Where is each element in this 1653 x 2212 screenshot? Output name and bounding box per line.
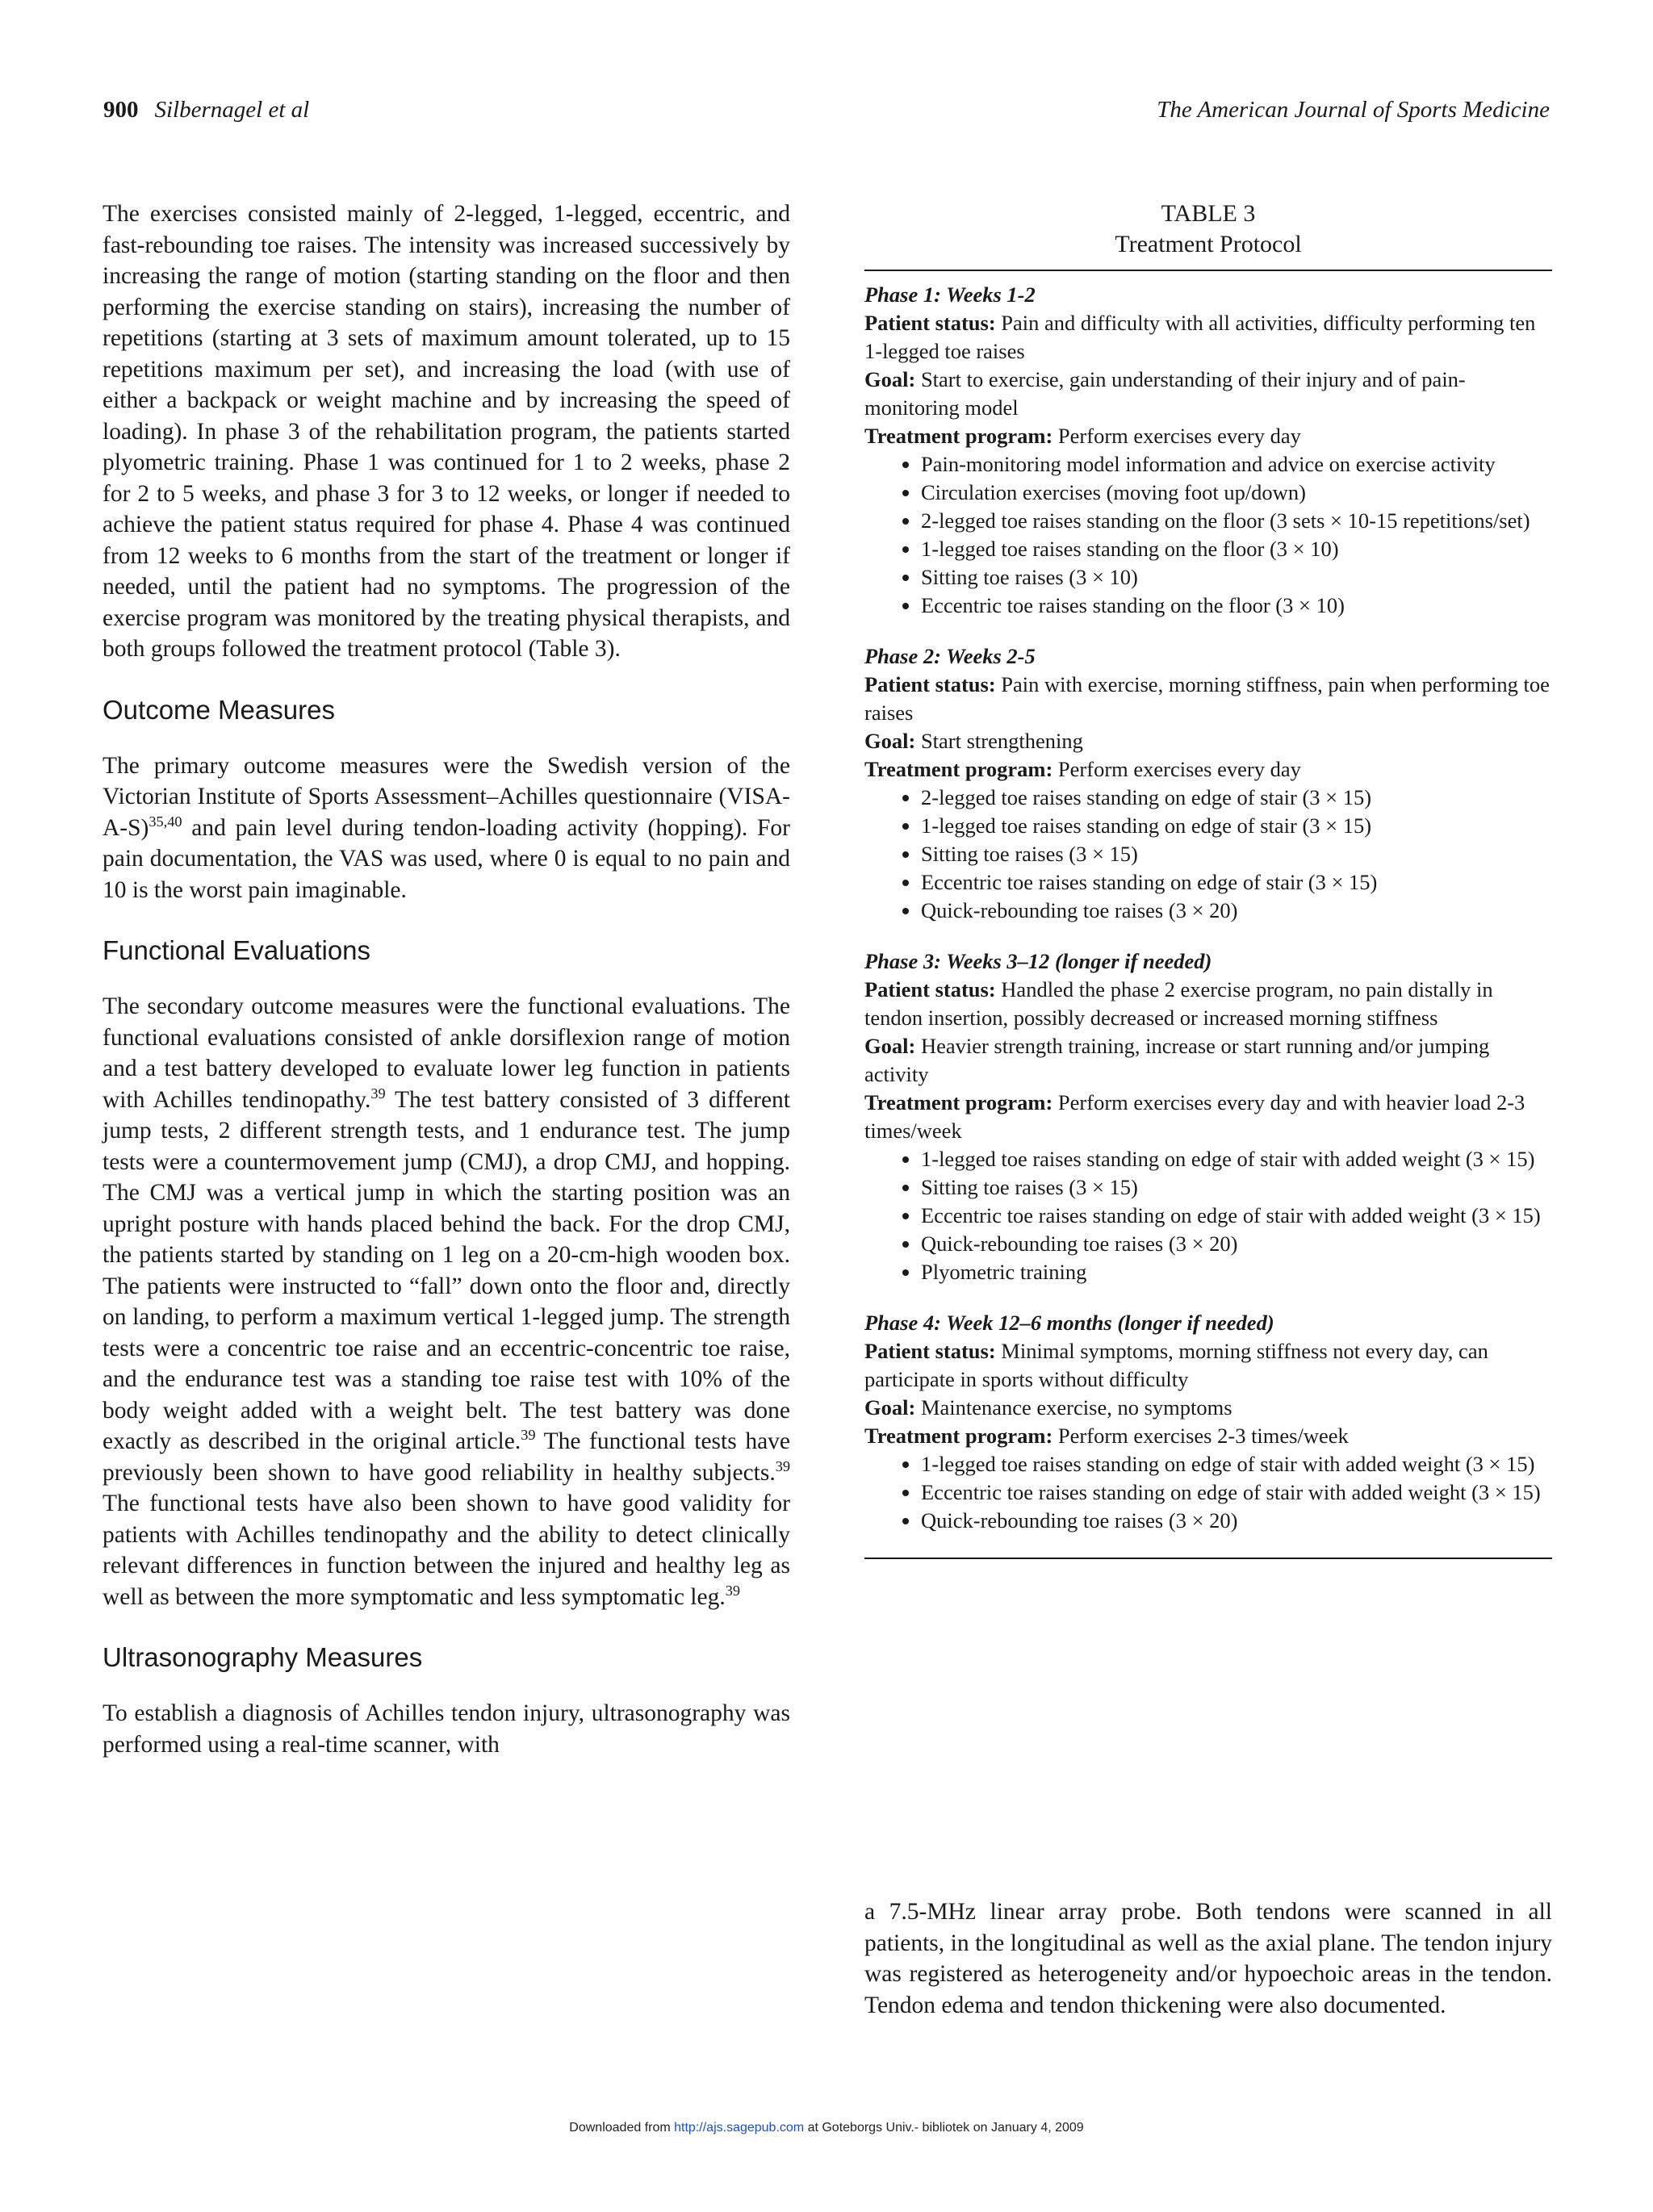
heading-outcome-measures: Outcome Measures [103,694,335,725]
list-item: • 1-legged toe raises standing on edge of stair with added weight (3 × 15) [921,1145,1552,1173]
list-item: • Eccentric toe raises standing on edge of stair with added weight (3 × 15) [921,1202,1552,1230]
header-left [103,97,309,123]
list-item: • Quick-rebounding toe raises (3 × 20) [921,1507,1552,1535]
citation-ref: 39 [521,1427,536,1444]
table-3 [864,199,1552,1559]
exercise-paragraph: The exercises consisted mainly of 2-legged, 1-legged, eccentric, and fast-rebounding toe raises. The intensity was increased successively by increasing the range of motion (starting standing on the floor and then performing the exercise standing on stairs), increasing the number of repetitions (starting at 3 sets of maximum amount tolerated, up to 15 repetitions maximum per set), and increasing the load (with use of either a backpack or weight machine and by increasing the speed of loading). In phase 3 of the rehabilitation program, the patients started plyometric training. Phase 1 was continued for 1 to 2 weeks, phase 2 for 2 to 5 weeks, and phase 3 for 3 to 12 weeks, or longer if needed to achieve the patient status required for phase 4. Phase 4 was continued from 12 weeks to 6 months from the start of the treatment or longer if needed, until the patient had no symptoms. The progression of the exercise program was monitored by the treating physical therapists, and both groups followed the treatment protocol (Table 3). [103,201,790,662]
list-item: • Eccentric toe raises standing on the floor (3 × 10) [921,592,1552,620]
citation-ref: 39 [370,1085,386,1102]
list-item: • Sitting toe raises (3 × 10) [921,563,1552,592]
patient-status: Patient status: Minimal symptoms, morning stiffness not every day, can participate in sports without difficulty [864,1339,1488,1391]
citation-ref: 35,40 [149,813,182,830]
treatment-program: Treatment program: Perform exercises every day [864,424,1301,448]
phase-1 [864,281,1552,620]
functional-paragraph: The secondary outcome measures were the functional evaluations. The functional evaluations consisted of ankle dorsiflexion range of motion and a test battery developed to evaluate lower leg function in patients with Achilles tendinopathy.$^{39}$ The test battery consisted of 3 different jump tests, 2 different strength tests, and 1 endurance test. The jump tests were a countermovement jump (CMJ), a drop CMJ, and hopping. The CMJ was a vertical jump in which the starting position was an upright posture with hands placed behind the back. For the drop CMJ, the patients started by standing on 1 leg on a 20-cm-high wooden box. The patients were instructed to “fall” down onto the floor and, directly on landing, to perform a maximum vertical 1-legged jump. The strength tests were a concentric toe raise and an eccentric-concentric toe raise, and the endurance test was a standing toe raise test with 10% of the body weight added with a weight belt. The test battery was done exactly as described in the original article.$^{39}$ The functional tests have previously been shown to have good reliability in healthy subjects.$^{39}$ The functional tests have also been shown to have good validity for patients with Achilles tendinopathy and the ability to detect clinically relevant differences in function between the injured and healthy leg as well as between the more symptomatic and less symptomatic leg.$^{39}$ [103,993,791,1610]
citation-ref: 39 [725,1582,741,1599]
citation-ref: 39 [775,1457,790,1474]
phase-title: Phase 3: Weeks 3–12 (longer if needed) [864,949,1212,973]
list-item: • Quick-rebounding toe raises (3 × 20) [921,1230,1552,1258]
list-item: • 1-legged toe raises standing on the floor (3 × 10) [921,535,1552,563]
list-item: • 1-legged toe raises standing on edge of stair (3 × 15) [921,812,1552,840]
phase-title: Phase 4: Week 12–6 months (longer if needed) [864,1311,1274,1335]
journal-title: The American Journal of Sports Medicine [1157,97,1550,123]
list-item: • Circulation exercises (moving foot up/down) [921,479,1552,507]
exercise-list [864,1145,1552,1286]
list-item: • 2-legged toe raises standing on edge of stair (3 × 15) [921,784,1552,812]
download-footer: Downloaded from http://ajs.sagepub.com at Goteborgs Univ.- bibliotek on January 4, 2009 [569,2121,1084,2135]
goal: Goal: Maintenance exercise, no symptoms [864,1395,1232,1420]
patient-status: Patient status: Pain and difficulty with all activities, difficulty performing ten 1-legged toe raises [864,311,1536,363]
table-label: TABLE 3 [1161,200,1256,227]
phase-title: Phase 1: Weeks 1-2 [864,282,1036,307]
list-item: • Sitting toe raises (3 × 15) [921,1173,1552,1202]
page-number: 900 [103,97,139,123]
list-item: • Quick-rebounding toe raises (3 × 20) [921,897,1552,925]
goal: Goal: Start to exercise, gain understanding of their injury and of pain-monitoring model [864,367,1466,420]
goal: Goal: Start strengthening [864,729,1083,753]
source-link[interactable]: http://ajs.sagepub.com [674,2121,805,2135]
outcome-paragraph: The primary outcome measures were the Swedish version of the Victorian Institute of Sports Assessment–Achilles questionnaire (VISA-A-S)$^{35,40}$ and pain level during tendon-loading activity (hopping). For pain documentation, the VAS was used, where 0 is equal to no pain and 10 is the worst pain imaginable. [103,752,790,903]
list-item: • 2-legged toe raises standing on the floor (3 sets × 10-15 repetitions/set) [921,507,1552,535]
phase-title: Phase 2: Weeks 2-5 [864,644,1036,668]
heading-ultrasonography: Ultrasonography Measures [103,1642,423,1672]
phase-3 [864,947,1552,1286]
treatment-program: Treatment program: Perform exercises every day and with heavier load 2-3 times/week [864,1090,1525,1143]
list-item: • Sitting toe raises (3 × 15) [921,840,1552,868]
list-item: • Eccentric toe raises standing on edge of stair (3 × 15) [921,868,1552,897]
table-bottom-rule [864,1558,1552,1559]
list-item: • Eccentric toe raises standing on edge of stair with added weight (3 × 15) [921,1478,1552,1507]
table-body [864,271,1552,1535]
treatment-program: Treatment program: Perform exercises 2-3 times/week [864,1424,1349,1448]
list-item: • 1-legged toe raises standing on edge of stair with added weight (3 × 15) [921,1450,1552,1478]
phase-2 [864,642,1552,925]
left-column [103,199,790,1760]
running-header [103,97,1550,132]
ultrasonography-paragraph: To establish a diagnosis of Achilles tendon injury, ultrasonography was performed using a real-time scanner, with [103,1700,790,1758]
exercise-list [864,1450,1552,1535]
treatment-program: Treatment program: Perform exercises every day [864,757,1301,781]
goal: Goal: Heavier strength training, increase or start running and/or jumping activity [864,1034,1490,1086]
header-authors: Silbernagel et al [154,97,310,123]
exercise-list [864,450,1552,620]
list-item: • Plyometric training [921,1258,1552,1286]
phase-4 [864,1309,1552,1535]
ultrasonography-continued: a 7.5-MHz linear array probe. Both tendons were scanned in all patients, in the longitudinal as well as the axial plane. The tendon injury was registered as heterogeneity and/or hypoechoic areas in the tendon. Tendon edema and tendon thickening were also documented. [864,1899,1552,2018]
list-item: • Pain-monitoring model information and advice on exercise activity [921,450,1552,479]
exercise-list [864,784,1552,925]
heading-functional-evaluations: Functional Evaluations [103,935,371,965]
table-title: Treatment Protocol [1115,231,1302,257]
patient-status: Patient status: Handled the phase 2 exercise program, no pain distally in tendon insertion, possibly decreased or increased morning stiffness [864,977,1493,1030]
patient-status: Patient status: Pain with exercise, morning stiffness, pain when performing toe raises [864,672,1550,725]
